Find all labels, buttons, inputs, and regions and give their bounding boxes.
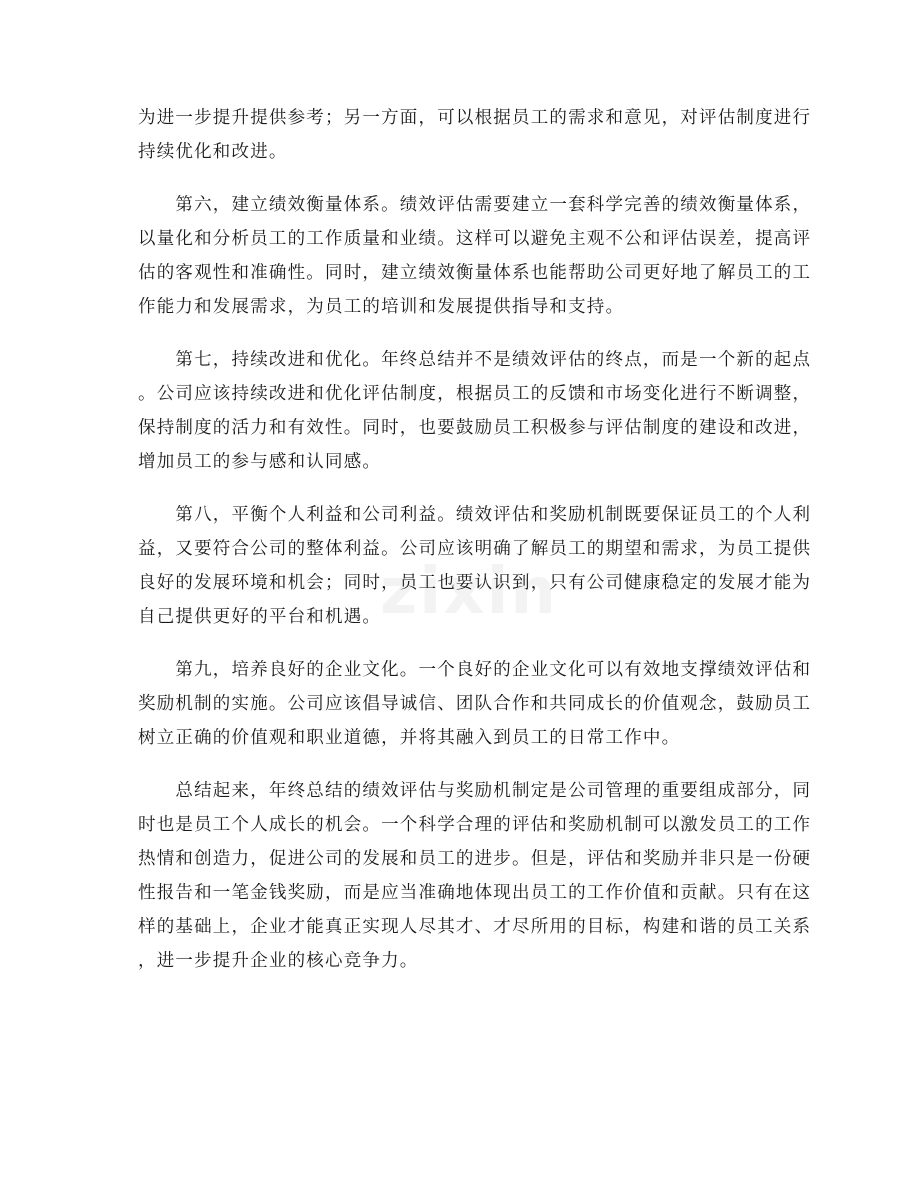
text-line: 热情和创造力，促进公司的发展和员工的进步。但是，评估和奖励并非只是一份硬 (138, 849, 812, 869)
document-body (138, 101, 812, 997)
text-line: 良好的发展环境和机会；同时，员工也要认识到，只有公司健康稳定的发展才能为 (138, 573, 812, 593)
text-line: 第八，平衡个人利益和公司利益。绩效评估和奖励机制既要保证员工的个人利 (138, 505, 812, 525)
text-line: 第六，建立绩效衡量体系。绩效评估需要建立一套科学完善的绩效衡量体系， (138, 195, 812, 215)
text-line: 增加员工的参与感和认同感。 (138, 452, 382, 472)
paragraph-summary (138, 774, 812, 978)
paragraph-6 (138, 188, 812, 324)
text-line: 作能力和发展需求，为员工的培训和发展提供指导和支持。 (138, 297, 625, 317)
text-line: 估的客观性和准确性。同时，建立绩效衡量体系也能帮助公司更好地了解员工的工 (138, 263, 812, 283)
text-line: 第九，培养良好的企业文化。一个良好的企业文化可以有效地支撑绩效评估和 (138, 660, 812, 680)
text-line: ，进一步提升企业的核心竞争力。 (138, 951, 419, 971)
text-line: 持续优化和改进。 (138, 142, 288, 162)
text-line: 益，又要符合公司的整体利益。公司应该明确了解员工的期望和需求，为员工提供 (138, 539, 812, 559)
paragraph-7 (138, 343, 812, 479)
text-line: 为进一步提升提供参考；另一方面，可以根据员工的需求和意见，对评估制度进行 (138, 108, 812, 128)
text-line: 自己提供更好的平台和机遇。 (138, 607, 382, 627)
text-line: 以量化和分析员工的工作质量和业绩。这样可以避免主观不公和评估误差，提高评 (138, 229, 812, 249)
text-line: 总结起来，年终总结的绩效评估与奖励机制定是公司管理的重要组成部分，同 (138, 781, 812, 801)
paragraph-1 (138, 101, 812, 169)
text-line: 时也是员工个人成长的机会。一个科学合理的评估和奖励机制可以激发员工的工作 (138, 815, 812, 835)
text-line: 第七，持续改进和优化。年终总结并不是绩效评估的终点，而是一个新的起点 (138, 350, 812, 370)
watermark-logo: zixin (380, 555, 558, 629)
text-line: 。公司应该持续改进和优化评估制度，根据员工的反馈和市场变化进行不断调整， (138, 384, 812, 404)
text-line: 样的基础上，企业才能真正实现人尽其才、才尽所用的目标，构建和谐的员工关系 (138, 917, 812, 937)
paragraph-8 (138, 498, 812, 634)
text-line: 树立正确的价值观和职业道德，并将其融入到员工的日常工作中。 (138, 728, 681, 748)
text-line: 保持制度的活力和有效性。同时，也要鼓励员工积极参与评估制度的建设和改进， (138, 418, 812, 438)
text-line: 性报告和一笔金钱奖励，而是应当准确地体现出员工的工作价值和贡献。只有在这 (138, 883, 812, 903)
text-line: 奖励机制的实施。公司应该倡导诚信、团队合作和共同成长的价值观念，鼓励员工 (138, 694, 812, 714)
paragraph-9 (138, 653, 812, 755)
